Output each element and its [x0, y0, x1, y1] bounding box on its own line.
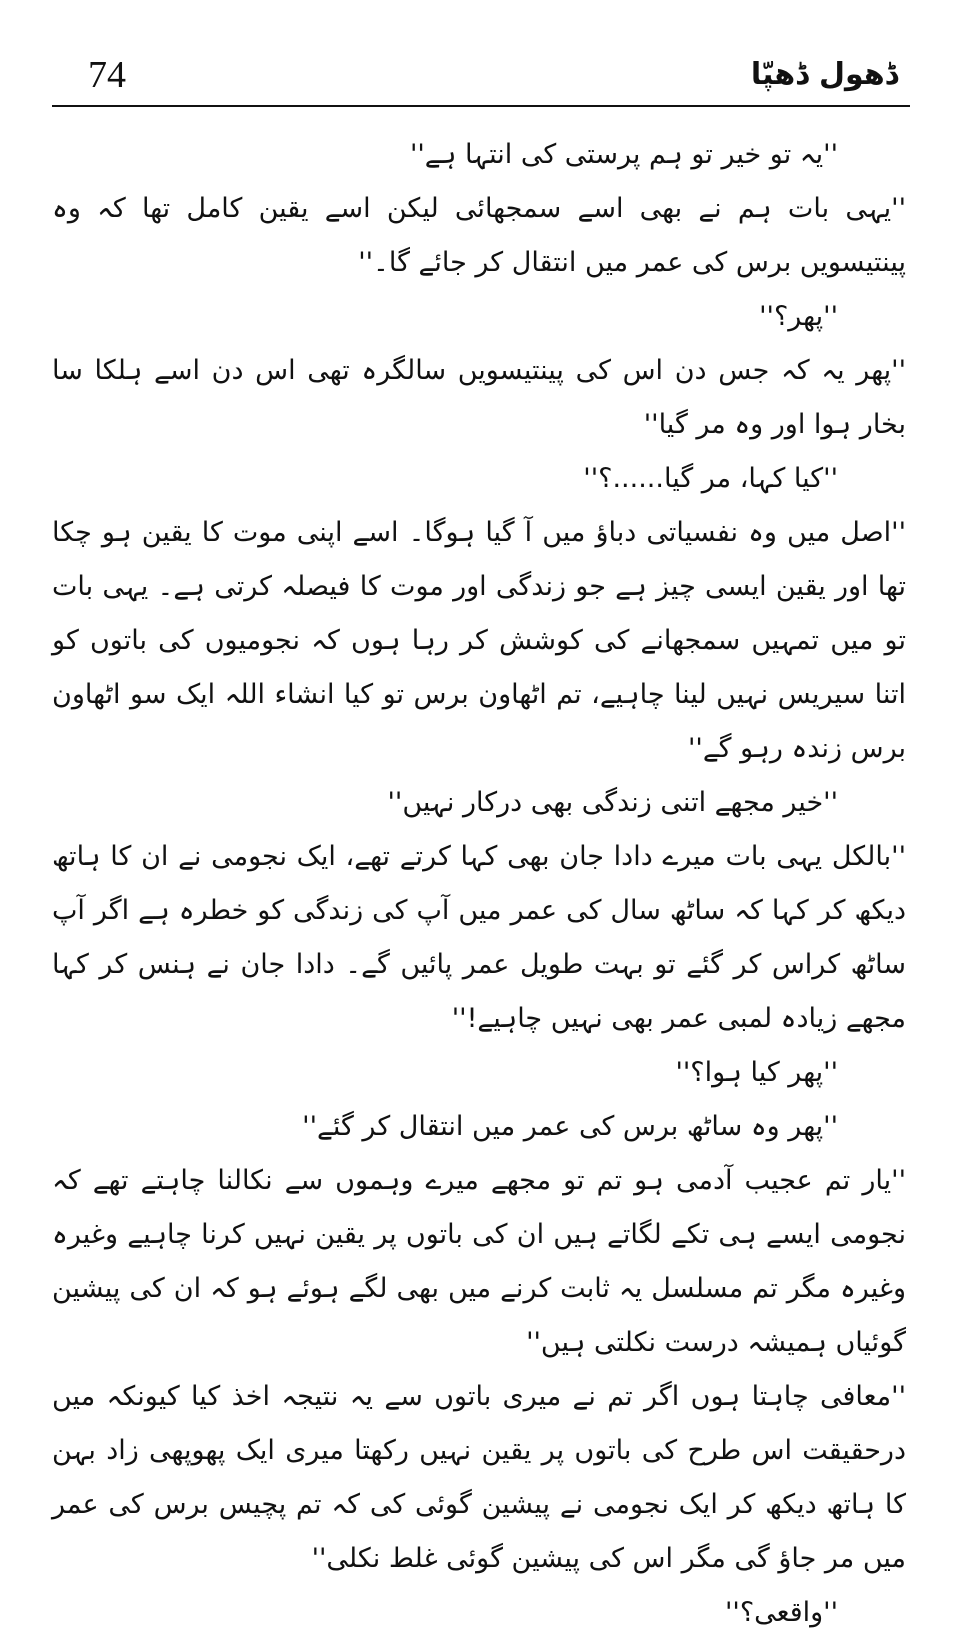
- paragraph: ''پھر کیا ہوا؟'': [675, 1057, 838, 1088]
- paragraph: ''کیا کہا، مر گیا......؟'': [583, 463, 838, 494]
- book-title: ڈھول ڈھپّا: [750, 57, 898, 92]
- paragraph: ''یہی بات ہم نے بھی اسے سمجھائی لیکن اسے یقین کامل تھا کہ وہ پینتیسویں برس کی عمر میں انتقال کر جائے گا۔'': [52, 193, 906, 278]
- paragraph: ''یار تم عجیب آدمی ہو تم تو مجھے میرے وہموں سے نکالنا چاہتے تھے کہ نجومی ایسے ہی تکے لگاتے ہیں ان کی باتوں پر یقین نہیں کرنا چاہیے وغیرہ وغیرہ مگر تم مسلسل یہ ثابت کرنے میں بھی لگے ہوئے ہو کہ ان کی پیشین گوئیاں ہمیشہ درست نکلتی ہیں'': [52, 1165, 906, 1358]
- paragraph: ''معافی چاہتا ہوں اگر تم نے میری باتوں سے یہ نتیجہ اخذ کیا کیونکہ میں درحقیقت اس طرح کی باتوں پر یقین نہیں رکھتا میری ایک پھوپھی زاد بہن کا ہاتھ دیکھ کر ایک نجومی نے پیشین گوئی کی کہ تم پچیس برس کی عمر میں مر جاؤ گی مگر اس کی پیشین گوئی غلط نکلی'': [52, 1381, 906, 1574]
- paragraph: ''واقعی؟'': [725, 1597, 838, 1628]
- page-number: 74: [88, 54, 126, 96]
- paragraph: ''اصل میں وہ نفسیاتی دباؤ میں آ گیا ہوگا۔ اسے اپنی موت کا یقین ہو چکا تھا اور یقین ایسی چیز ہے جو زندگی اور موت کا فیصلہ کرتی ہے۔ یہی بات تو میں تمہیں سمجھانے کی کوشش کر رہا ہوں کہ نجومیوں کی باتوں کو اتنا سیریس نہیں لینا چاہیے، تم اٹھاون برس تو کیا انشاء اللہ ایک سو اٹھاون برس زندہ رہو گے'': [52, 517, 906, 764]
- paragraph: ''بالکل یہی بات میرے دادا جان بھی کہا کرتے تھے، ایک نجومی نے ان کا ہاتھ دیکھ کر کہا کہ ساٹھ سال کی عمر میں آپ کی زندگی کو خطرہ ہے اگر آپ ساٹھ کراس کر گئے تو بہت طویل عمر پائیں گے۔ دادا جان نے ہنس کر کہا مجھے زیادہ لمبی عمر بھی نہیں چاہیے!'': [52, 841, 906, 1034]
- header-rule: [52, 105, 910, 107]
- paragraph: ''پھر؟'': [759, 301, 838, 332]
- page-header: [52, 40, 906, 106]
- paragraph: ''خیر مجھے اتنی زندگی بھی درکار نہیں'': [387, 787, 838, 818]
- paragraph: ''پھر وہ ساٹھ برس کی عمر میں انتقال کر گئے'': [302, 1111, 838, 1142]
- paragraph: ''پھر یہ کہ جس دن اس کی پینتیسویں سالگرہ تھی اس دن اسے ہلکا سا بخار ہوا اور وہ مر گیا'': [52, 355, 906, 440]
- paragraph: ''یہ تو خیر تو ہم پرستی کی انتہا ہے'': [409, 139, 838, 170]
- page-body: [52, 128, 906, 1640]
